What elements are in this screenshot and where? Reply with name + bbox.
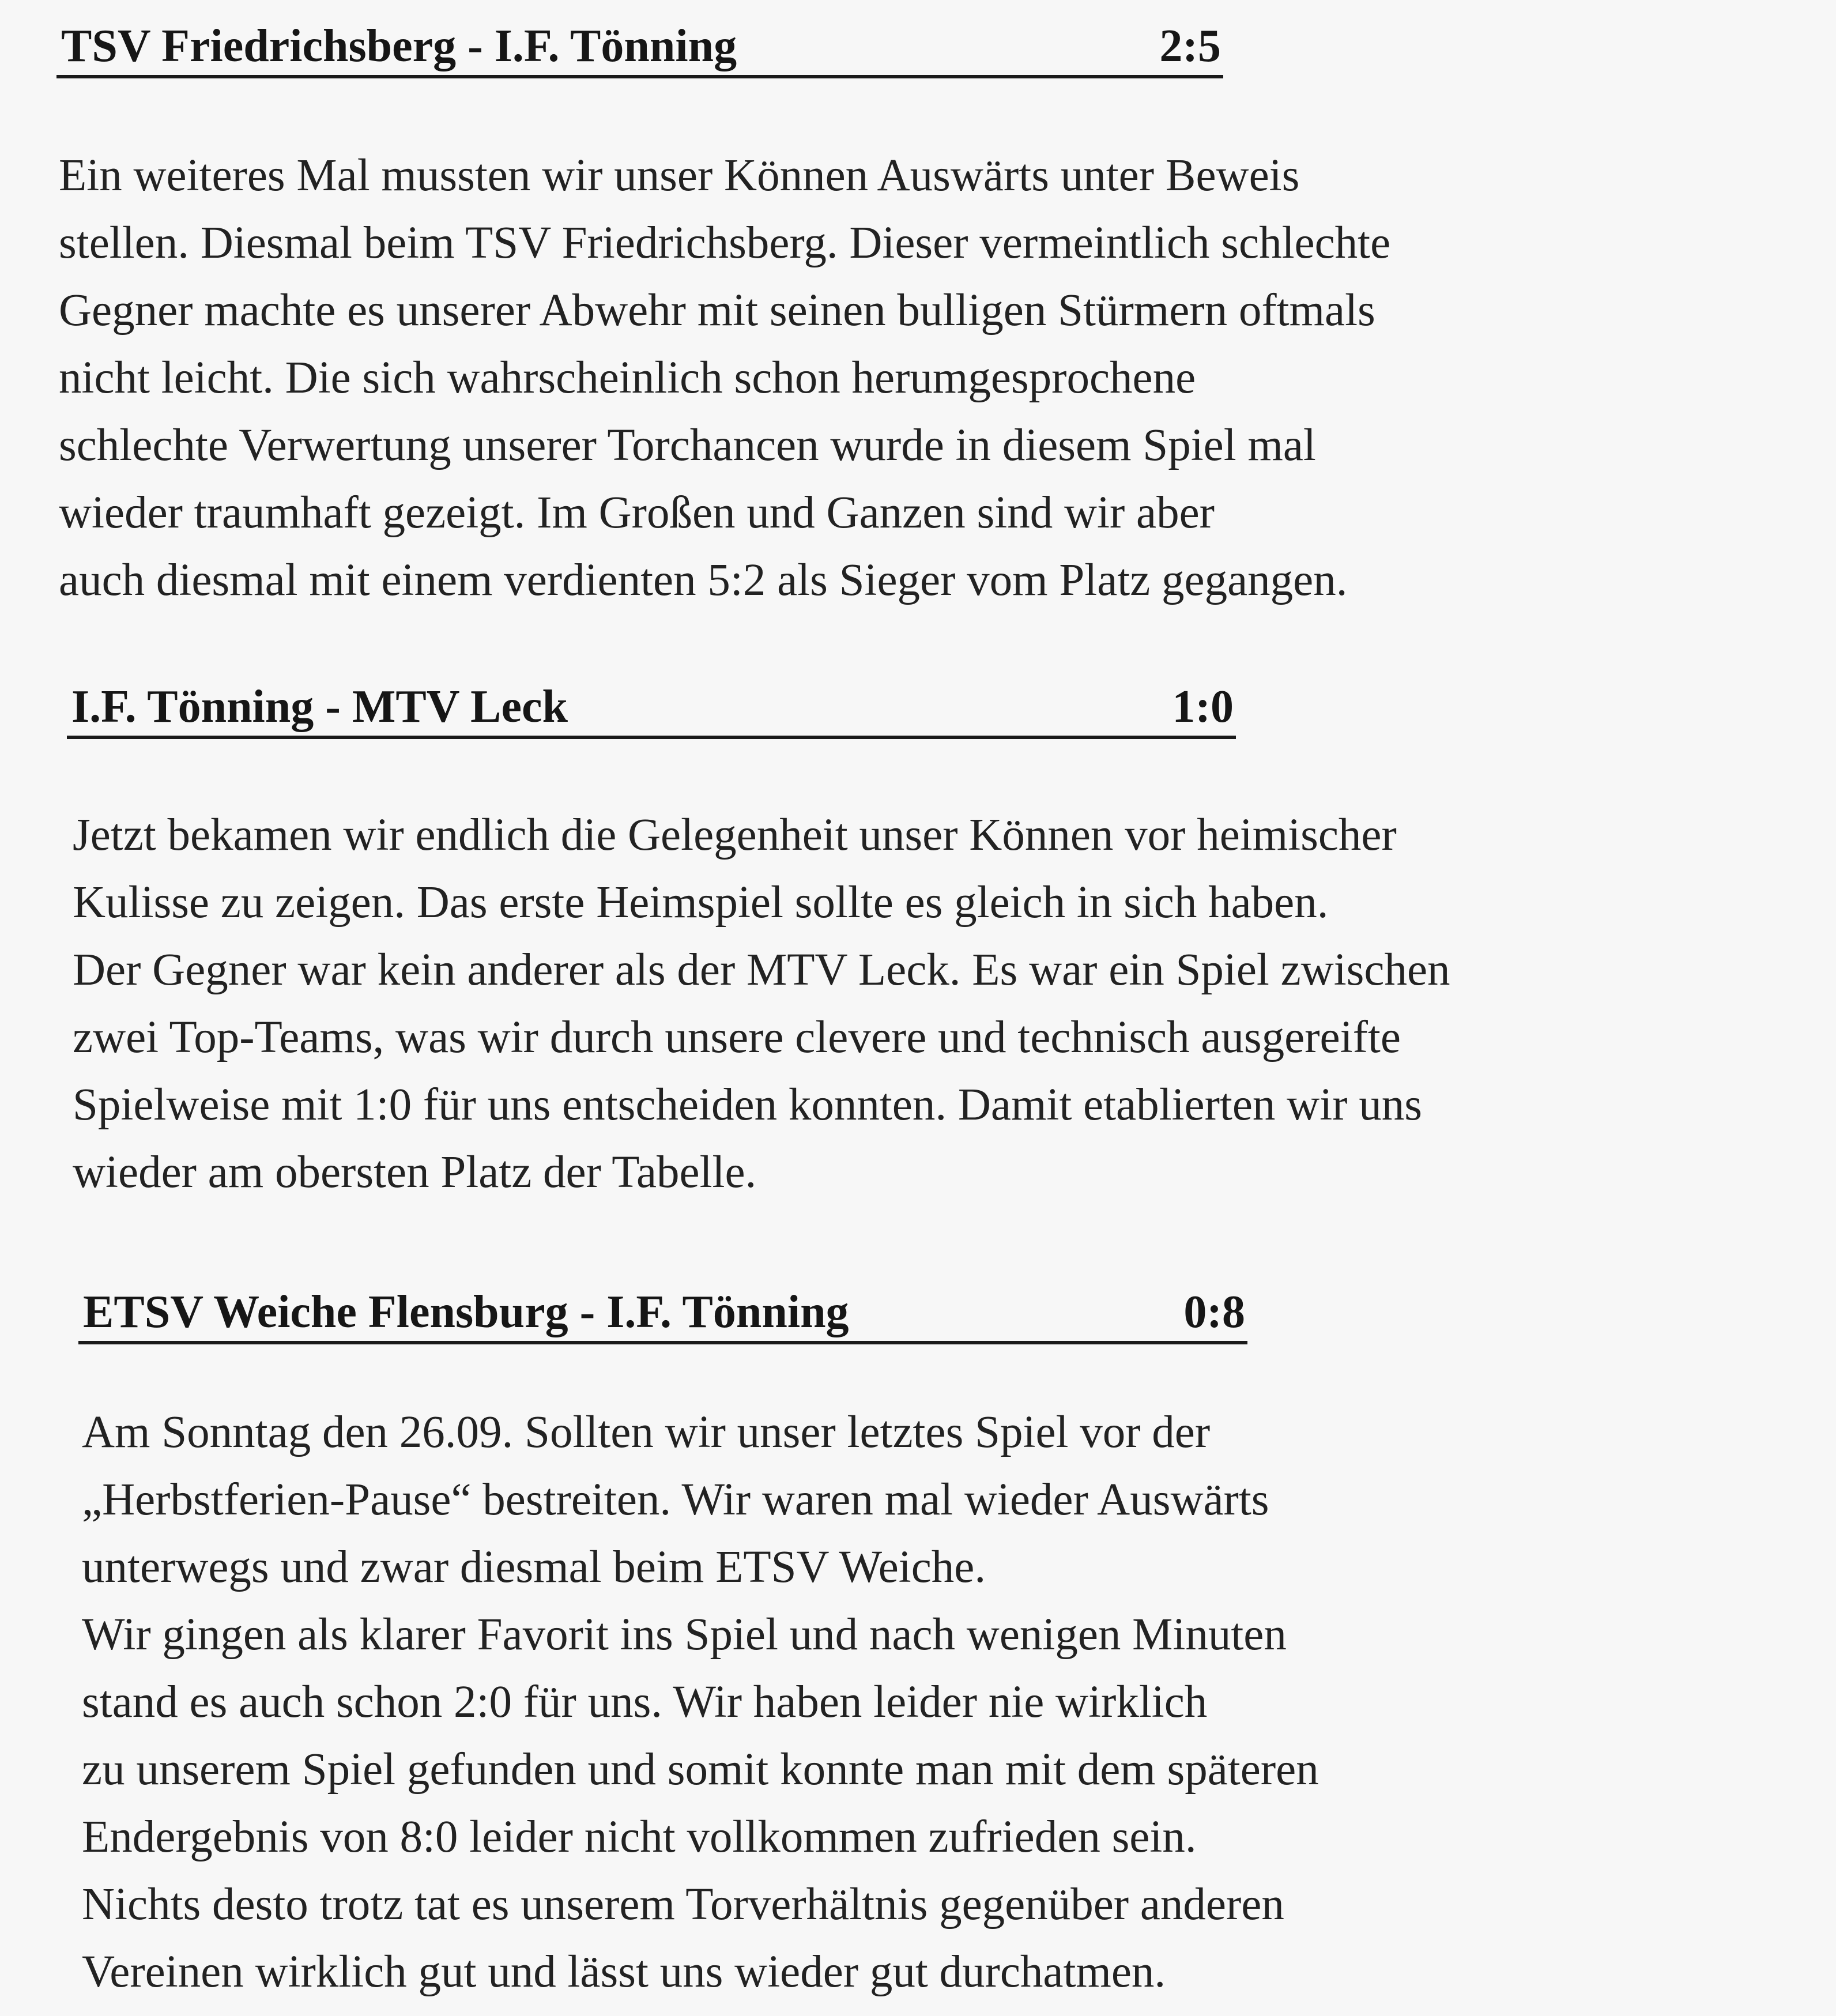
report-line: Endergebnis von 8:0 leider nicht vollkommen zufrieden sein. — [82, 1812, 1197, 1862]
match-heading-2 — [67, 678, 1236, 739]
match-heading-1 — [56, 17, 1223, 78]
report-line: Vereinen wirklich gut und lässt uns wieder gut durchatmen. — [82, 1947, 1166, 1997]
report-line: stellen. Diesmal beim TSV Friedrichsberg. Dieser vermeintlich schlechte — [59, 218, 1391, 268]
report-line: nicht leicht. Die sich wahrscheinlich schon herumgesprochene — [59, 353, 1196, 403]
report-line: Ein weiteres Mal mussten wir unser Können Auswärts unter Beweis — [59, 150, 1300, 201]
report-line: Kulisse zu zeigen. Das erste Heimspiel sollte es gleich in sich haben. — [73, 877, 1329, 928]
match-score-2: 1:0 — [1172, 681, 1234, 732]
report-line: Nichts desto trotz tat es unserem Torverhältnis gegenüber anderen — [82, 1879, 1284, 1930]
report-line: wieder am obersten Platz der Tabelle. — [73, 1147, 757, 1197]
report-line: Gegner machte es unserer Abwehr mit seinen bulligen Stürmern oftmals — [59, 285, 1375, 336]
match-score-1: 2:5 — [1159, 21, 1221, 71]
report-line: „Herbstferien-Pause“ bestreiten. Wir waren mal wieder Auswärts — [82, 1475, 1269, 1525]
report-line: unterwegs und zwar diesmal beim ETSV Weiche. — [82, 1542, 986, 1592]
report-line: zwei Top-Teams, was wir durch unsere clevere und technisch ausgereifte — [73, 1012, 1401, 1062]
report-line: Am Sonntag den 26.09. Sollten wir unser letztes Spiel vor der — [82, 1407, 1211, 1457]
match-report-2 — [73, 801, 1450, 1206]
match-score-3: 0:8 — [1183, 1287, 1245, 1337]
report-line: schlechte Verwertung unserer Torchancen wurde in diesem Spiel mal — [59, 420, 1316, 470]
report-line: stand es auch schon 2:0 für uns. Wir haben leider nie wirklich — [82, 1677, 1208, 1727]
report-line: auch diesmal mit einem verdienten 5:2 als Sieger vom Platz gegangen. — [59, 555, 1348, 605]
report-line: Jetzt bekamen wir endlich die Gelegenheit unser Können vor heimischer — [73, 810, 1397, 860]
match-title-1: TSV Friedrichsberg - I.F. Tönning — [61, 21, 737, 71]
report-line: Der Gegner war kein anderer als der MTV Leck. Es war ein Spiel zwischen — [73, 945, 1450, 995]
match-heading-3 — [78, 1283, 1247, 1344]
report-line: Wir gingen als klarer Favorit ins Spiel und nach wenigen Minuten — [82, 1610, 1287, 1660]
match-report-3 — [82, 1399, 1319, 2006]
report-line: wieder traumhaft gezeigt. Im Großen und Ganzen sind wir aber — [59, 488, 1215, 538]
report-line: Spielweise mit 1:0 für uns entscheiden konnten. Damit etablierten wir uns — [73, 1080, 1422, 1130]
match-report-1 — [59, 142, 1390, 614]
report-line: zu unserem Spiel gefunden und somit konnte man mit dem späteren — [82, 1744, 1319, 1795]
match-title-3: ETSV Weiche Flensburg - I.F. Tönning — [83, 1287, 849, 1337]
match-title-2: I.F. Tönning - MTV Leck — [71, 681, 568, 732]
